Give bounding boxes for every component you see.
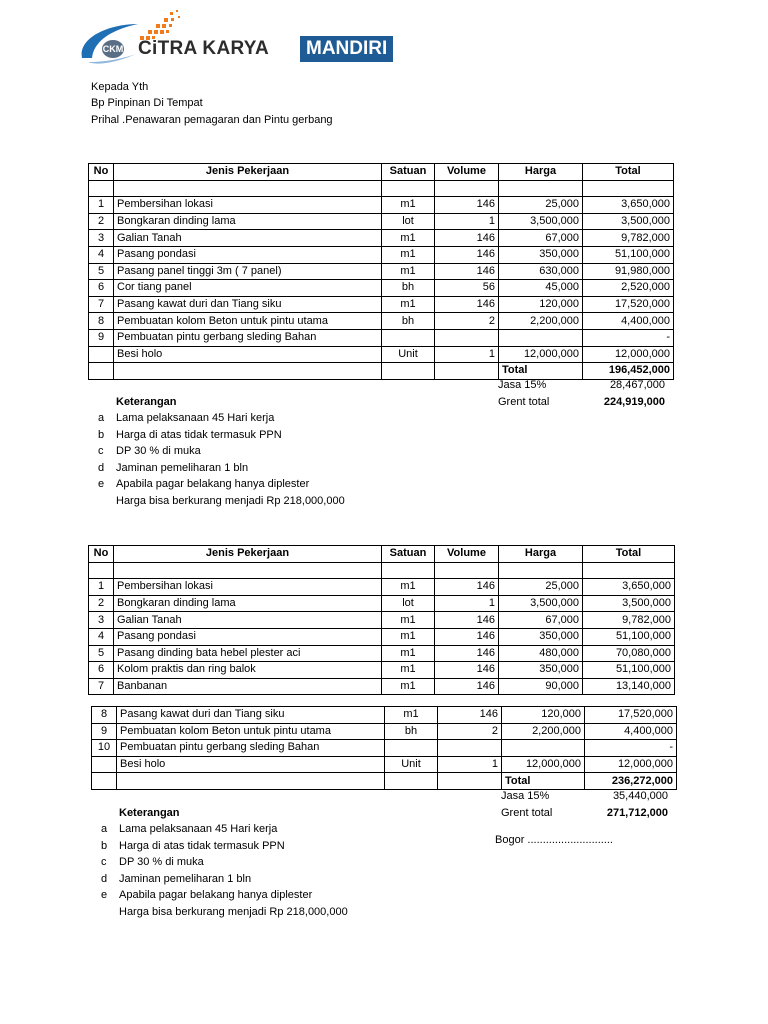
table-header-row bbox=[89, 164, 674, 181]
row-unit: m1 bbox=[382, 678, 435, 695]
row-unit: m1 bbox=[382, 230, 435, 247]
row-number: 5 bbox=[89, 645, 114, 662]
row-volume: 2 bbox=[438, 723, 502, 740]
row-unit: m1 bbox=[382, 579, 435, 596]
row-unit: Unit bbox=[385, 756, 438, 773]
row-job: Pasang pondasi bbox=[114, 628, 382, 645]
letter-subject: Prihal .Penawaran pemagaran dan Pintu gerbang bbox=[91, 114, 333, 126]
company-logo bbox=[78, 10, 388, 66]
total-label: Total bbox=[502, 773, 585, 790]
row-total: 51,100,000 bbox=[583, 246, 674, 263]
column-header: Satuan bbox=[382, 164, 435, 181]
table-row bbox=[89, 230, 674, 247]
row-total: 12,000,000 bbox=[585, 756, 677, 773]
table-row bbox=[89, 296, 674, 313]
row-total: 17,520,000 bbox=[585, 707, 677, 724]
empty-cell bbox=[114, 180, 382, 197]
offer2-table-b bbox=[91, 706, 677, 790]
table-row bbox=[89, 645, 675, 662]
offer1-table bbox=[88, 163, 674, 380]
table-header-row bbox=[89, 546, 675, 563]
offer2-notes-title: Keterangan bbox=[119, 807, 180, 819]
row-number: 1 bbox=[89, 197, 114, 214]
row-price: 45,000 bbox=[499, 280, 583, 297]
row-price: 350,000 bbox=[499, 246, 583, 263]
row-unit: m1 bbox=[382, 246, 435, 263]
row-unit: bh bbox=[385, 723, 438, 740]
row-price bbox=[502, 740, 585, 757]
column-header: Volume bbox=[435, 546, 499, 563]
note-text: Harga bisa berkurang menjadi Rp 218,000,000 bbox=[119, 906, 348, 918]
row-price bbox=[499, 329, 583, 346]
offer1-notes-title: Keterangan bbox=[116, 396, 177, 408]
total-value: 196,452,000 bbox=[583, 363, 674, 380]
row-number: 5 bbox=[89, 263, 114, 280]
row-total: 3,500,000 bbox=[583, 213, 674, 230]
note-text: Jaminan pemeliharan 1 bln bbox=[119, 872, 252, 885]
table-total-row bbox=[89, 363, 674, 380]
row-total: 2,520,000 bbox=[583, 280, 674, 297]
row-job: Bongkaran dinding lama bbox=[114, 213, 382, 230]
row-price: 480,000 bbox=[499, 645, 583, 662]
column-header: No bbox=[89, 546, 114, 563]
table-row bbox=[89, 263, 674, 280]
table-row bbox=[89, 213, 674, 230]
row-volume: 1 bbox=[435, 346, 499, 363]
empty-cell bbox=[438, 773, 502, 790]
note-letter: d bbox=[98, 461, 105, 474]
row-number: 1 bbox=[89, 579, 114, 596]
row-number: 6 bbox=[89, 662, 114, 679]
row-job: Galian Tanah bbox=[114, 612, 382, 629]
letter-recipient: Bp Pinpinan Di Tempat bbox=[91, 97, 203, 109]
empty-cell bbox=[382, 180, 435, 197]
row-price: 25,000 bbox=[499, 579, 583, 596]
row-total: 91,980,000 bbox=[583, 263, 674, 280]
empty-cell bbox=[89, 180, 114, 197]
note-letter: c bbox=[98, 445, 104, 458]
row-job: Cor tiang panel bbox=[114, 280, 382, 297]
empty-cell bbox=[435, 363, 499, 380]
empty-cell bbox=[92, 773, 117, 790]
empty-cell bbox=[385, 773, 438, 790]
row-number: 2 bbox=[89, 595, 114, 612]
table-total-row bbox=[92, 773, 677, 790]
row-number: 8 bbox=[92, 707, 117, 724]
row-total: 51,100,000 bbox=[583, 662, 675, 679]
row-total: 4,400,000 bbox=[583, 313, 674, 330]
empty-cell bbox=[499, 562, 583, 579]
row-price: 350,000 bbox=[499, 628, 583, 645]
row-unit: bh bbox=[382, 280, 435, 297]
row-volume: 146 bbox=[435, 628, 499, 645]
row-number: 7 bbox=[89, 678, 114, 695]
table-row bbox=[92, 707, 677, 724]
table-row bbox=[89, 313, 674, 330]
row-unit: lot bbox=[382, 213, 435, 230]
row-number: 6 bbox=[89, 280, 114, 297]
empty-cell bbox=[114, 363, 382, 380]
offer2-jasa-value: 35,440,000 bbox=[612, 790, 668, 802]
empty-cell bbox=[435, 562, 499, 579]
empty-cell bbox=[382, 363, 435, 380]
place-date: Bogor ............................ bbox=[495, 834, 613, 846]
offer2-grand-value: 271,712,000 bbox=[606, 807, 668, 819]
logo-initials: CKM bbox=[102, 40, 124, 58]
row-unit: m1 bbox=[382, 662, 435, 679]
column-header: Volume bbox=[435, 164, 499, 181]
row-total: 3,650,000 bbox=[583, 197, 674, 214]
row-volume: 146 bbox=[435, 263, 499, 280]
row-job: Pasang dinding bata hebel plester aci bbox=[114, 645, 382, 662]
note-letter: a bbox=[98, 412, 105, 424]
row-unit: m1 bbox=[385, 707, 438, 724]
offer2-jasa-label: Jasa 15% bbox=[501, 790, 550, 802]
row-job: Pembuatan pintu gerbang sleding Bahan bbox=[117, 740, 385, 757]
table-row bbox=[89, 579, 675, 596]
empty-cell bbox=[583, 562, 675, 579]
letter-to: Kepada Yth bbox=[91, 81, 149, 93]
offer1-grand-label: Grent total bbox=[498, 396, 550, 408]
note-letter: a bbox=[101, 823, 108, 835]
row-number: 10 bbox=[92, 740, 117, 757]
row-job: Besi holo bbox=[117, 756, 385, 773]
total-value: 236,272,000 bbox=[585, 773, 677, 790]
table-row bbox=[92, 740, 677, 757]
row-price: 350,000 bbox=[499, 662, 583, 679]
row-price: 12,000,000 bbox=[499, 346, 583, 363]
note-text: Jaminan pemeliharan 1 bln bbox=[116, 461, 249, 474]
table-row bbox=[89, 346, 674, 363]
row-job: Pembuatan kolom Beton untuk pintu utama bbox=[114, 313, 382, 330]
row-total: 17,520,000 bbox=[583, 296, 674, 313]
row-volume bbox=[435, 329, 499, 346]
empty-cell bbox=[583, 180, 674, 197]
table-row bbox=[89, 628, 675, 645]
company-name-part1: CiTRA KARYA bbox=[138, 38, 270, 59]
row-job: Banbanan bbox=[114, 678, 382, 695]
row-number: 2 bbox=[89, 213, 114, 230]
row-price: 67,000 bbox=[499, 612, 583, 629]
row-volume: 146 bbox=[435, 662, 499, 679]
row-number: 4 bbox=[89, 628, 114, 645]
row-volume: 1 bbox=[435, 595, 499, 612]
table-row bbox=[89, 662, 675, 679]
row-total: 13,140,000 bbox=[583, 678, 675, 695]
column-header: Total bbox=[583, 164, 674, 181]
row-price: 120,000 bbox=[499, 296, 583, 313]
row-unit: m1 bbox=[382, 263, 435, 280]
note-letter: d bbox=[101, 872, 108, 885]
row-total: 3,650,000 bbox=[583, 579, 675, 596]
row-number bbox=[89, 346, 114, 363]
column-header: Jenis Pekerjaan bbox=[114, 546, 382, 563]
row-volume: 1 bbox=[435, 213, 499, 230]
row-volume: 146 bbox=[435, 645, 499, 662]
row-volume: 1 bbox=[438, 756, 502, 773]
row-price: 120,000 bbox=[502, 707, 585, 724]
empty-cell bbox=[89, 562, 114, 579]
row-unit: Unit bbox=[382, 346, 435, 363]
note-letter: b bbox=[101, 839, 108, 852]
note-letter: e bbox=[98, 478, 105, 491]
row-volume: 146 bbox=[435, 246, 499, 263]
row-volume: 146 bbox=[435, 579, 499, 596]
table-row bbox=[92, 756, 677, 773]
row-job: Pasang panel tinggi 3m ( 7 panel) bbox=[114, 263, 382, 280]
row-number: 9 bbox=[89, 329, 114, 346]
note-text: Harga di atas tidak termasuk PPN bbox=[116, 428, 282, 441]
table-row bbox=[89, 595, 675, 612]
table-row bbox=[89, 612, 675, 629]
row-unit: lot bbox=[382, 595, 435, 612]
column-header: Satuan bbox=[382, 546, 435, 563]
empty-cell bbox=[435, 180, 499, 197]
row-job: Pasang kawat duri dan Tiang siku bbox=[114, 296, 382, 313]
offer2-grand-label: Grent total bbox=[501, 807, 553, 819]
table-row bbox=[89, 280, 674, 297]
row-unit bbox=[382, 329, 435, 346]
note-text: Apabila pagar belakang hanya diplester bbox=[119, 889, 313, 902]
empty-cell bbox=[117, 773, 385, 790]
row-unit: m1 bbox=[382, 645, 435, 662]
row-unit bbox=[385, 740, 438, 757]
row-price: 630,000 bbox=[499, 263, 583, 280]
column-header: No bbox=[89, 164, 114, 181]
row-total: 70,080,000 bbox=[583, 645, 675, 662]
row-job: Kolom praktis dan ring balok bbox=[114, 662, 382, 679]
empty-cell bbox=[114, 562, 382, 579]
row-total: 9,782,000 bbox=[583, 612, 675, 629]
row-number: 8 bbox=[89, 313, 114, 330]
row-volume: 146 bbox=[435, 296, 499, 313]
offer2-table-a bbox=[88, 545, 675, 695]
row-job: Bongkaran dinding lama bbox=[114, 595, 382, 612]
company-name-part2: MANDIRI bbox=[300, 36, 393, 62]
row-job: Pembuatan pintu gerbang sleding Bahan bbox=[114, 329, 382, 346]
row-volume: 146 bbox=[438, 707, 502, 724]
row-job: Pembuatan kolom Beton untuk pintu utama bbox=[117, 723, 385, 740]
row-price: 2,200,000 bbox=[499, 313, 583, 330]
row-job: Galian Tanah bbox=[114, 230, 382, 247]
offer1-jasa-label: Jasa 15% bbox=[498, 379, 547, 391]
row-price: 90,000 bbox=[499, 678, 583, 695]
row-volume: 2 bbox=[435, 313, 499, 330]
row-job: Pembersihan lokasi bbox=[114, 579, 382, 596]
row-total: 12,000,000 bbox=[583, 346, 674, 363]
table-row bbox=[89, 197, 674, 214]
row-unit: m1 bbox=[382, 296, 435, 313]
row-number: 4 bbox=[89, 246, 114, 263]
row-price: 25,000 bbox=[499, 197, 583, 214]
row-job: Pasang kawat duri dan Tiang siku bbox=[117, 707, 385, 724]
row-number: 7 bbox=[89, 296, 114, 313]
empty-cell bbox=[382, 562, 435, 579]
row-number: 3 bbox=[89, 612, 114, 629]
row-job: Pasang pondasi bbox=[114, 246, 382, 263]
row-number: 9 bbox=[92, 723, 117, 740]
note-text: Harga bisa berkurang menjadi Rp 218,000,000 bbox=[116, 495, 345, 507]
row-unit: m1 bbox=[382, 197, 435, 214]
row-volume bbox=[438, 740, 502, 757]
note-text: DP 30 % di muka bbox=[116, 445, 201, 458]
row-number bbox=[92, 756, 117, 773]
row-total: - bbox=[585, 740, 677, 757]
row-volume: 56 bbox=[435, 280, 499, 297]
note-letter: c bbox=[101, 856, 107, 869]
row-price: 12,000,000 bbox=[502, 756, 585, 773]
row-volume: 146 bbox=[435, 197, 499, 214]
table-row bbox=[89, 246, 674, 263]
total-label: Total bbox=[499, 363, 583, 380]
column-header: Jenis Pekerjaan bbox=[114, 164, 382, 181]
row-total: 4,400,000 bbox=[585, 723, 677, 740]
column-header: Harga bbox=[499, 546, 583, 563]
table-spacer-row bbox=[89, 562, 675, 579]
row-total: 9,782,000 bbox=[583, 230, 674, 247]
row-price: 2,200,000 bbox=[502, 723, 585, 740]
column-header: Harga bbox=[499, 164, 583, 181]
note-text: DP 30 % di muka bbox=[119, 856, 204, 869]
note-text: Lama pelaksanaan 45 Hari kerja bbox=[116, 412, 275, 424]
column-header: Total bbox=[583, 546, 675, 563]
row-unit: m1 bbox=[382, 612, 435, 629]
offer1-jasa-value: 28,467,000 bbox=[609, 379, 665, 391]
row-job: Besi holo bbox=[114, 346, 382, 363]
table-row bbox=[89, 329, 674, 346]
table-spacer-row bbox=[89, 180, 674, 197]
row-volume: 146 bbox=[435, 230, 499, 247]
note-letter: b bbox=[98, 428, 105, 441]
note-text: Lama pelaksanaan 45 Hari kerja bbox=[119, 823, 278, 835]
row-total: - bbox=[583, 329, 674, 346]
row-price: 3,500,000 bbox=[499, 595, 583, 612]
row-total: 3,500,000 bbox=[583, 595, 675, 612]
note-text: Harga di atas tidak termasuk PPN bbox=[119, 839, 285, 852]
empty-cell bbox=[89, 363, 114, 380]
row-number: 3 bbox=[89, 230, 114, 247]
row-price: 67,000 bbox=[499, 230, 583, 247]
offer1-grand-value: 224,919,000 bbox=[603, 396, 665, 408]
table-row bbox=[89, 678, 675, 695]
table-row bbox=[92, 723, 677, 740]
row-volume: 146 bbox=[435, 678, 499, 695]
note-letter: e bbox=[101, 889, 108, 902]
note-text: Apabila pagar belakang hanya diplester bbox=[116, 478, 310, 491]
row-unit: bh bbox=[382, 313, 435, 330]
row-job: Pembersihan lokasi bbox=[114, 197, 382, 214]
row-unit: m1 bbox=[382, 628, 435, 645]
row-volume: 146 bbox=[435, 612, 499, 629]
row-price: 3,500,000 bbox=[499, 213, 583, 230]
row-total: 51,100,000 bbox=[583, 628, 675, 645]
empty-cell bbox=[499, 180, 583, 197]
